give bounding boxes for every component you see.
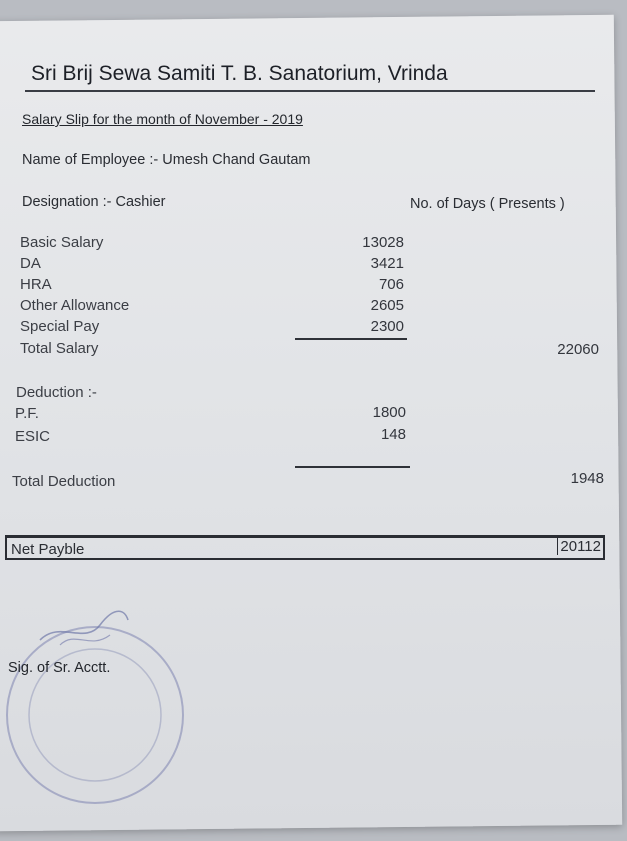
- earning-label-hra: HRA: [20, 276, 52, 293]
- employee-name: Name of Employee :- Umesh Chand Gautam: [22, 152, 311, 168]
- total-salary-label: Total Salary: [20, 340, 99, 357]
- deduction-label-pf: P.F.: [15, 405, 39, 422]
- deduction-amount-pf: 1800: [372, 404, 406, 421]
- days-present-label: No. of Days ( Presents ): [410, 196, 565, 212]
- slip-month-heading: Salary Slip for the month of November - 2019: [22, 111, 303, 127]
- total-deduction-label: Total Deduction: [12, 473, 116, 490]
- signature-label: Sig. of Sr. Acctt.: [8, 660, 111, 676]
- title-underline: [25, 90, 595, 92]
- earning-amount-special-pay: 2300: [370, 318, 404, 335]
- net-payable-box: [5, 535, 605, 560]
- subtotal-rule: [295, 338, 407, 340]
- earning-label-da: DA: [20, 255, 41, 272]
- earning-label-basic: Basic Salary: [20, 234, 104, 251]
- earning-amount-basic: 13028: [362, 234, 404, 251]
- employee-designation: Designation :- Cashier: [22, 194, 166, 210]
- total-deduction-amount: 1948: [570, 470, 604, 487]
- deduction-heading: Deduction :-: [16, 384, 97, 401]
- organization-title: Sri Brij Sewa Samiti T. B. Sanatorium, Vrinda: [31, 62, 448, 85]
- net-payable-label: Net Payble: [11, 541, 85, 558]
- earning-label-other-allowance: Other Allowance: [20, 297, 130, 314]
- earning-amount-hra: 706: [378, 276, 404, 293]
- total-salary-amount: 22060: [557, 341, 599, 358]
- deduction-total-rule: [295, 466, 410, 468]
- deduction-label-esic: ESIC: [15, 428, 51, 445]
- earning-label-special-pay: Special Pay: [20, 318, 100, 335]
- earning-amount-da: 3421: [370, 255, 404, 272]
- net-payable-amount: 20112: [557, 538, 601, 555]
- deduction-amount-esic: 148: [380, 426, 406, 443]
- earning-amount-other-allowance: 2605: [370, 297, 404, 314]
- handwritten-signature: [40, 611, 128, 640]
- organization-stamp: [0, 600, 220, 820]
